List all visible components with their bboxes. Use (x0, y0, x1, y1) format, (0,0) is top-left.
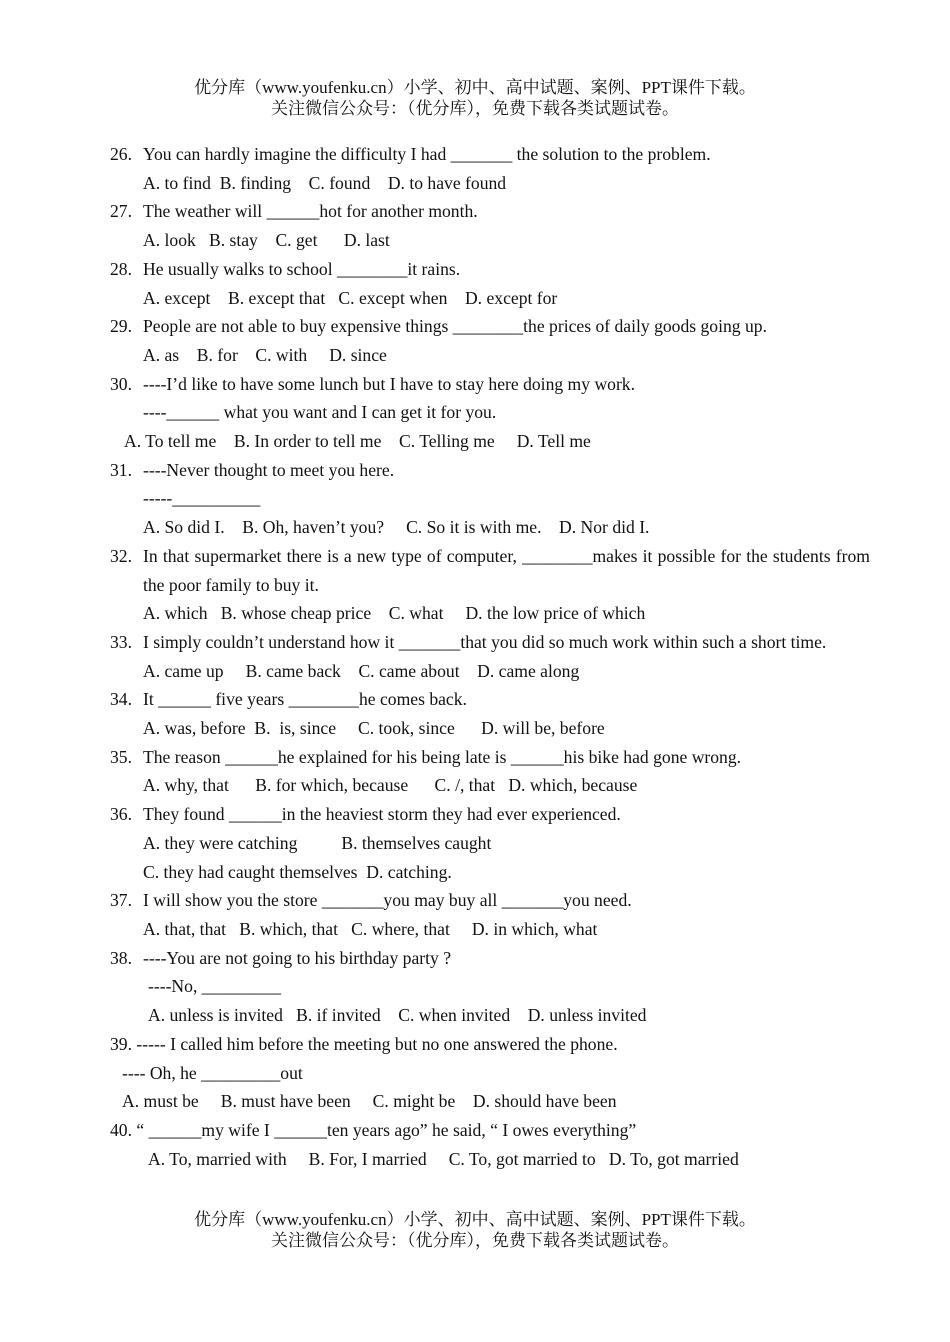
question-number: 28. (110, 258, 132, 279)
question-37 (110, 886, 870, 943)
question-stem: ----Never thought to meet you here. (143, 459, 395, 480)
footer-line-2: 关注微信公众号：（优分库），免费下载各类试题试卷。 (271, 1231, 679, 1250)
question-stem: It ______ five years ________he comes back. (143, 689, 467, 710)
question-options: A. why, that B. for which, because C. /, that D. which, because (143, 775, 638, 796)
question-stem-line (110, 1116, 870, 1145)
question-options: A. to find B. finding C. found D. to have found (143, 172, 507, 193)
question-stem-line (110, 1030, 870, 1059)
question-28 (110, 255, 870, 312)
question-33 (110, 628, 870, 685)
page-footer (0, 1209, 950, 1251)
page-header (0, 77, 950, 119)
question-options: A. as B. for C. with D. since (143, 344, 387, 365)
question-stem: They found ______in the heaviest storm they had ever experienced. (143, 804, 621, 825)
header-line-2: 关注微信公众号：（优分库），免费下载各类试题试卷。 (271, 99, 679, 118)
question-options: A. unless is invited B. if invited C. when invited D. unless invited (148, 1005, 647, 1026)
question-number: 26. (110, 144, 132, 164)
question-stem: In that supermarket there is a new type of computer, ________makes it possible for the students from the poor family to buy it. (143, 545, 870, 595)
question-options: A. except B. except that C. except when D. except for (143, 287, 558, 308)
question-30 (110, 370, 870, 456)
question-34 (110, 685, 870, 742)
question-options-line-2: C. they had caught themselves D. catching. (143, 861, 452, 882)
question-options: A. came up B. came back C. came about D. came along (143, 660, 580, 681)
question-32 (110, 542, 870, 628)
question-options: A. look B. stay C. get D. last (143, 230, 390, 251)
question-options: A. which B. whose cheap price C. what D. the low price of which (143, 603, 646, 624)
header-line-1: 优分库（www.youfenku.cn）小学、初中、高中试题、案例、PPT课件下载。 (194, 78, 756, 97)
question-number: 40. (110, 1119, 132, 1140)
question-39 (110, 1030, 870, 1116)
question-stem: People are not able to buy expensive things ________the prices of daily goods going up. (143, 316, 767, 337)
question-stem: “ ______my wife I ______ten years ago” he said, “ I owes everything” (136, 1119, 637, 1140)
question-options: A. So did I. B. Oh, haven’t you? C. So it is with me. D. Nor did I. (143, 517, 650, 538)
question-29 (110, 312, 870, 369)
question-stem: The weather will ______hot for another month. (143, 201, 478, 222)
question-options: A. must be B. must have been C. might be D. should have been (122, 1091, 617, 1112)
question-27 (110, 197, 870, 254)
question-38 (110, 944, 870, 1030)
question-stem: You can hardly imagine the difficulty I had _______ the solution to the problem. (143, 144, 711, 164)
question-number: 33. (110, 631, 132, 652)
question-26 (110, 140, 870, 197)
question-number: 30. (110, 373, 132, 394)
question-number: 37. (110, 890, 132, 911)
question-options: A. was, before B. is, since C. took, since D. will be, before (143, 718, 605, 739)
question-number: 29. (110, 316, 132, 337)
question-number: 34. (110, 689, 132, 710)
question-options: A. To, married with B. For, I married C. To, got married to D. To, got married (148, 1148, 739, 1169)
question-options: A. To tell me B. In order to tell me C. Telling me D. Tell me (124, 431, 591, 452)
question-35 (110, 743, 870, 800)
question-stem: I will show you the store _______you may buy all _______you need. (143, 890, 632, 911)
question-number: 36. (110, 804, 132, 825)
dialogue-reply: -----__________ (143, 488, 261, 509)
question-number: 32. (110, 545, 132, 566)
question-number: 27. (110, 201, 132, 222)
question-options: A. that, that B. which, that C. where, that D. in which, what (143, 918, 598, 939)
question-stem: I simply couldn’t understand how it _______that you did so much work within such a short time. (143, 631, 827, 652)
dialogue-reply: ---- Oh, he _________out (122, 1062, 303, 1083)
question-list (110, 140, 870, 1173)
question-number: 31. (110, 459, 132, 480)
question-stem: ----I’d like to have some lunch but I have to stay here doing my work. (143, 373, 635, 394)
footer-line-1: 优分库（www.youfenku.cn）小学、初中、高中试题、案例、PPT课件下载。 (194, 1210, 756, 1229)
question-number: 39. (110, 1033, 132, 1054)
dialogue-reply: ----No, _________ (148, 976, 281, 997)
question-stem: ----- I called him before the meeting but no one answered the phone. (136, 1033, 618, 1054)
question-stem: The reason ______he explained for his being late is ______his bike had gone wrong. (143, 746, 742, 767)
question-40 (110, 1116, 870, 1173)
question-stem: He usually walks to school ________it rains. (143, 258, 461, 279)
question-stem: ----You are not going to his birthday party ? (143, 947, 452, 968)
question-number: 35. (110, 746, 132, 767)
question-number: 38. (110, 947, 132, 968)
question-36 (110, 800, 870, 886)
dialogue-reply: ----______ what you want and I can get it for you. (143, 402, 497, 423)
question-options: A. they were catching B. themselves caught (143, 832, 492, 853)
question-31 (110, 456, 870, 542)
